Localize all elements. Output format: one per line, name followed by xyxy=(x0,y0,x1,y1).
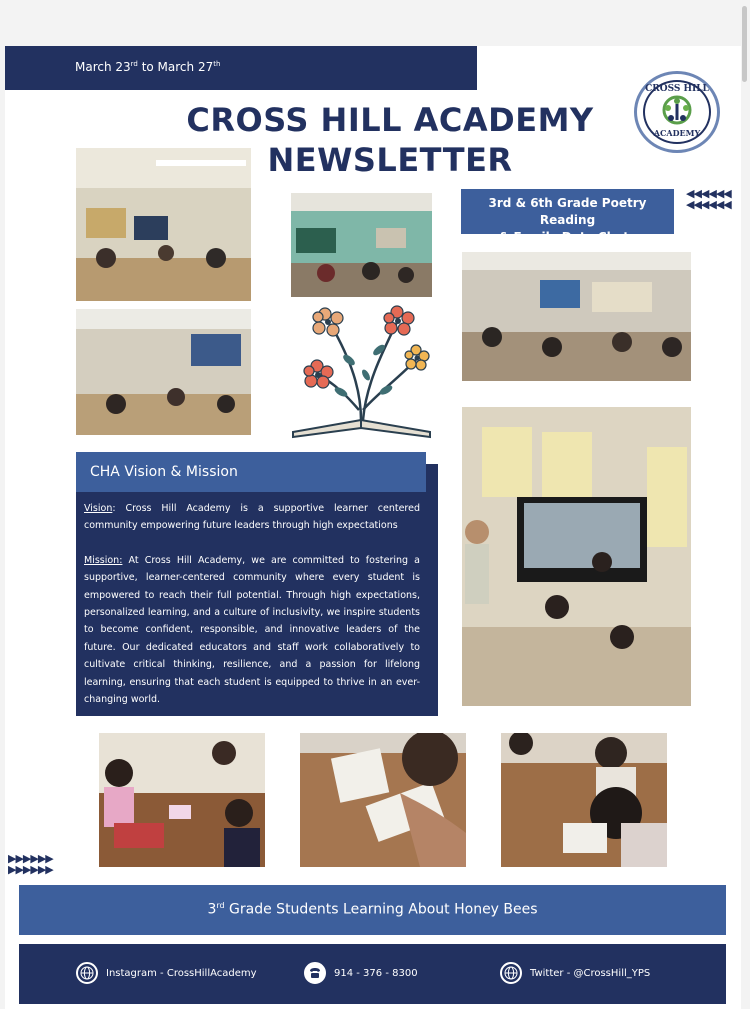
scrollbar[interactable] xyxy=(742,6,747,82)
poetry-photo-1 xyxy=(462,252,691,381)
phone-contact[interactable]: 914 - 376 - 8300 xyxy=(304,962,418,984)
date-start: March 23 xyxy=(75,60,131,74)
contact-footer xyxy=(19,944,726,1004)
classroom-photo-3 xyxy=(291,193,432,297)
instagram-contact[interactable]: Instagram - CrossHillAcademy xyxy=(76,962,257,984)
date-range: to March 27 xyxy=(137,60,214,74)
decorative-arrows-top: ◀◀◀◀◀◀ ◀◀◀◀◀◀ xyxy=(686,187,731,211)
tree-people-icon xyxy=(659,94,695,126)
vision-mission-heading: CHA Vision & Mission xyxy=(76,452,426,492)
honey-bee-photo-1 xyxy=(99,733,265,867)
vision-mission-text: Vision: Cross Hill Academy is a supportive learner centered community empowering future leaders through high expectations Mission: At Cross Hill Academy, we are committed to fostering a supportive, learner-centered community where every student is empowered to reach their full potential. Through high expectations, personalized learning, and a culture of inclusivity, we inspire students to become confident, responsible, and innovative leaders of the future. Our dedicated educators and staff work collaboratively to cultivate critical thinking, resilience, and a passion for lifelong learning, ensuring that each student is equipped to thrive in an ever-changing world. xyxy=(84,503,420,706)
twitter-contact[interactable]: Twitter - @CrossHill_YPS xyxy=(500,962,650,984)
honey-bees-banner: 3rd Grade Students Learning About Honey Bees xyxy=(19,885,726,935)
page-title: CROSS HILL ACADEMY NEWSLETTER xyxy=(186,101,594,179)
honey-bee-photo-3 xyxy=(501,733,667,867)
honey-bee-photo-2 xyxy=(300,733,466,867)
date-banner: March 23rd to March 27th xyxy=(5,46,477,90)
classroom-photo-2 xyxy=(76,309,251,435)
flower-book-illustration xyxy=(291,300,432,440)
globe-icon xyxy=(76,962,98,984)
phone-icon xyxy=(304,962,326,984)
poetry-photo-2 xyxy=(462,407,691,706)
school-logo: CROSS HILL ACADEMY xyxy=(634,71,720,153)
classroom-photo-1 xyxy=(76,148,251,301)
decorative-arrows-bottom: ▶▶▶▶▶▶ ▶▶▶▶▶▶ xyxy=(8,852,53,876)
globe-icon xyxy=(500,962,522,984)
poetry-reading-banner: 3rd & 6th Grade Poetry Reading & Family Data Chats xyxy=(461,189,674,234)
